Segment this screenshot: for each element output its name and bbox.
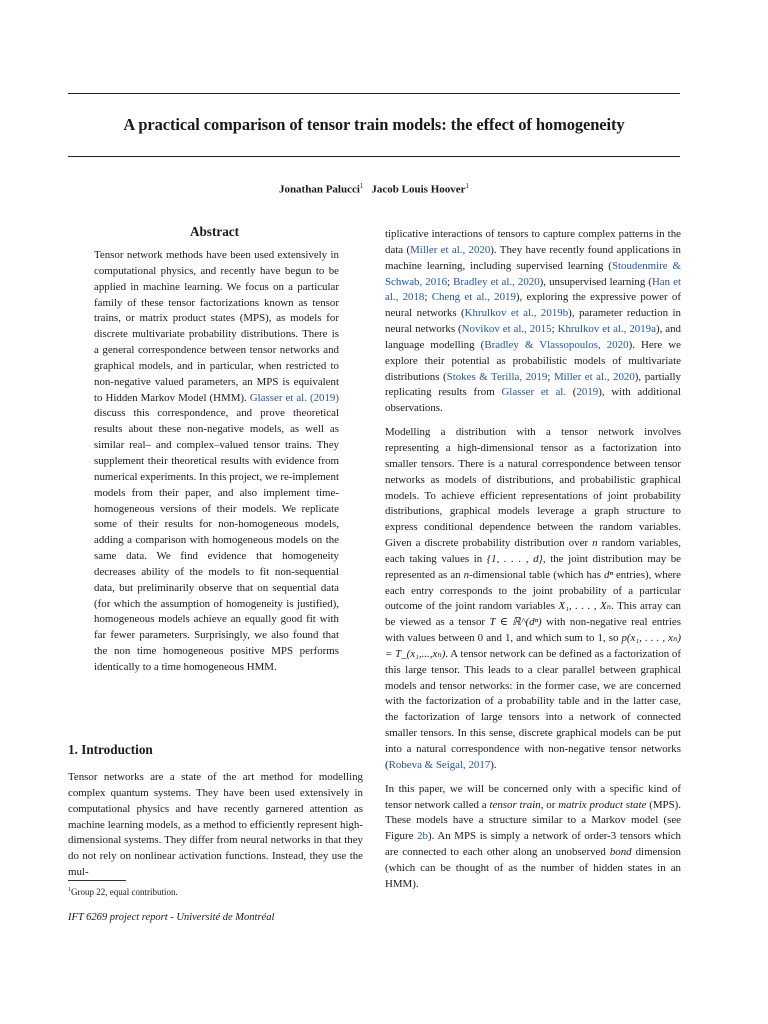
text-run: dimension (which can be thought of as the number of hidden states in an HMM).	[385, 846, 681, 890]
citation-link[interactable]: Miller et al., 2020	[410, 243, 491, 256]
venue-line: IFT 6269 project report - Université de Montréal	[68, 912, 275, 923]
paragraph	[385, 782, 681, 893]
math-expression: n	[463, 568, 470, 581]
text-run: . A tensor network can be defined as a factorization of this large tensor. This leads to a clear parallel between graphical models and tensor networks: in the former case, we are concerned with the factorization of a probability table and in the latter case, the factorization of large tensors into a network of connected smaller tensors. In this sense, discrete graphical models can be put into a natural correspondence with non-negative tensor networks (	[385, 647, 681, 771]
citation-link[interactable]: Stoudenmire & Schwab, 2016	[385, 259, 681, 288]
text-run: ;	[424, 291, 432, 304]
text-run: ). Here we explore their potential as probabilistic models of multivariate distributions (	[385, 338, 681, 383]
author-affiliation: 1	[465, 182, 470, 190]
citation-link[interactable]: 2019	[576, 386, 599, 399]
top-rule	[68, 93, 680, 94]
text-run: ). They have recently found applications in machine learning, including supervised learning (	[385, 243, 681, 272]
citation-link[interactable]: Miller et al., 2020	[553, 370, 635, 383]
abstract-text-part: discuss this correspondence, and prove theoretical results about these non-negative models, as well as similar real– and complex–valued tensor trains. They supplement their theoretical results with evidence from numerical experiments. In this project, we re-implement models from their paper, and also implement time-homogeneous versions of their models. We replicate some of their results for non-homogeneous models, adding a comparison with homogeneous models on the same data. We find evidence that homogeneity decreases ability of the models to fit non-sequential data, but preliminarily observe that on sequential data (for which the assumption of homogeneity is justified), homogeneous models achieve an equally good fit with far fewer parameters. Surprisingly, we also found that the non time homogeneous positive MPS performs identically to a time homogeneous HMM.	[94, 407, 339, 673]
footnote	[68, 887, 178, 897]
text-run: ), exploring the expressive power of neural networks (	[385, 291, 681, 320]
abstract-text-part: Tensor network methods have been used extensively in computational physics, and recently have begun to be applied in machine learning. We focus on a particular family of these tensor factorizations known as tensor trains, or matrix product states (MPS), as models for discrete multivariate probability distributions. There is a general correspondence between tensor networks and graphical models, and in particular, when restricted to non-negative valued parameters, an MPS is equivalent to Hidden Markov Model (HMM).	[94, 249, 339, 404]
text-run: , the joint distribution may be represented as an	[385, 552, 682, 581]
author-name: Jacob Louis Hoover	[371, 183, 466, 196]
text-run: ;	[551, 323, 558, 336]
section-heading: 1. Introduction	[68, 742, 153, 757]
right-column	[385, 227, 681, 901]
footnote-rule	[68, 880, 126, 881]
footnote-text: Group 22, equal contribution.	[71, 887, 178, 897]
citation-link[interactable]: Glasser et al.	[501, 386, 567, 399]
citation-link[interactable]: Glasser et al. (2019)	[249, 391, 339, 404]
citation-link[interactable]: Bradley & Vlassopoulos, 2020	[484, 338, 629, 351]
text-run: (MPS). These models have a structure similar to a Markov model (see Figure	[385, 798, 681, 843]
author-affiliation: 1	[359, 182, 364, 190]
citation-link[interactable]: 2b	[417, 830, 428, 843]
citation-link[interactable]: Stokes & Terilla, 2019	[446, 370, 548, 383]
citation-link[interactable]: Khrulkov et al., 2019a	[557, 323, 656, 336]
text-run: (	[566, 386, 577, 399]
text-run: ), and language modelling (	[385, 323, 681, 351]
paragraph	[385, 425, 681, 774]
text-run: -dimensional table (which has	[469, 568, 605, 581]
text-run: ), unsupervised learning (	[539, 275, 652, 288]
text-run: entries), where each entry corresponds to the joint probability of a particular outcome of the joint random variables	[385, 568, 681, 613]
text-run: Modelling a distribution with a tensor network involves representing a high-dimensional tensor as a factorization into smaller tensors. There is a natural correspondence between tensor networks as models of distributions, and probabilistic graphical models. To achieve efficient representations of joint probability distributions, graphical models leverage a graph structure to express conditional dependence between the random variables. Given a discrete probability distribution over	[385, 426, 681, 550]
citation-link[interactable]: Bradley et al., 2020	[453, 275, 540, 288]
text-run: In this paper, we will be concerned only with a specific kind of tensor network called a	[385, 782, 681, 811]
text-run: ;	[447, 275, 454, 288]
text-run: ), partially replicating results from	[385, 370, 681, 399]
emphasized-term: tensor train	[489, 798, 541, 811]
author-list	[68, 182, 680, 196]
citation-link[interactable]: Robeva & Seigal, 2017	[388, 758, 491, 771]
text-run: ). An MPS is simply a network of order-3 tensors which are connected to each other along an unobserved	[385, 830, 681, 859]
abstract-heading: Abstract	[189, 224, 240, 239]
text-run: ).	[490, 758, 497, 771]
text-run: , or	[540, 798, 559, 811]
title-bottom-rule	[68, 156, 680, 157]
citation-link[interactable]: Cheng et al., 2019	[431, 291, 516, 304]
citation-link[interactable]: Novikov et al., 2015	[461, 323, 552, 336]
text-run: tiplicative interactions of tensors to capture complex patterns in the data (	[385, 228, 681, 256]
text-run: . This array can be viewed as a tensor	[385, 600, 681, 629]
citation-link[interactable]: Han et al., 2018	[385, 275, 681, 304]
paragraph	[385, 227, 681, 417]
text-run: ), with additional observations.	[385, 386, 681, 415]
emphasized-term: matrix product state	[558, 798, 647, 811]
math-expression: T ∈ ℝ^(dⁿ)	[489, 616, 542, 629]
footnote-mark: 1	[68, 887, 71, 893]
math-expression: n	[592, 537, 598, 550]
intro-paragraph: Tensor networks are a state of the art method for modelling complex quantum systems. They have been used extensively in computational physics and have recently garnered attention as machine learning models, as a method to efficiently represent high-dimensional systems. They differ from neural networks in that they do not rely on nonlinear activation functions. Instead, they use the mul-	[68, 771, 363, 879]
math-expression: X₁, . . . , Xₙ	[558, 600, 612, 613]
abstract-text	[94, 248, 339, 676]
citation-link[interactable]: Khrulkov et al., 2019b	[464, 307, 569, 320]
emphasized-term: bond	[609, 846, 632, 859]
author-name: Jonathan Palucci	[278, 183, 360, 196]
paper-title: A practical comparison of tensor train models: the effect of homogeneity	[123, 115, 625, 134]
text-run: with non-negative real entries with values between 0 and 1, and which sum to 1, so	[385, 616, 682, 645]
text-run: ), parameter reduction in neural networks (	[385, 307, 681, 336]
text-run: ;	[547, 370, 554, 383]
math-expression: p(x₁, . . . , xₙ) = T_(x₁,...,xₙ)	[385, 632, 681, 660]
math-expression: {1, . . . , d}	[486, 552, 543, 565]
math-expression: dⁿ	[604, 568, 613, 581]
text-run: random variables, each taking values in	[385, 537, 682, 565]
